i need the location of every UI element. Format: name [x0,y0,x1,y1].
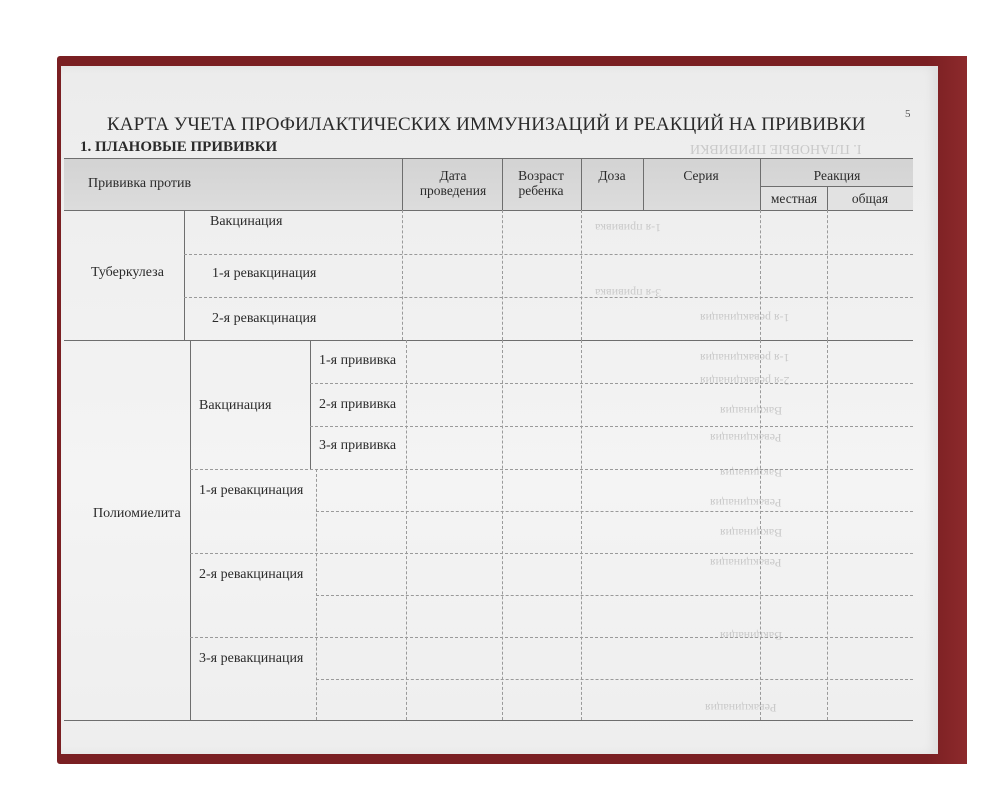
bleed-through-6: Вакцинация [720,404,783,418]
bleed-through-5: 2-я ревакцинация [700,374,790,388]
header-vaccine-against: Прививка против [88,176,192,191]
bleed-through-9: Ревакцинация [710,496,782,510]
header-date: Дата проведения [419,168,487,198]
bleed-through-10: Вакцинация [720,526,783,540]
polio-vaccination: Вакцинация [199,398,272,413]
bleed-through-8: Вакцинация [720,466,783,480]
polio-revaccination-2: 2-я ревакцинация [199,567,304,582]
tb-row-revaccination-2: 2-я ревакцинация [212,311,317,326]
tuberculosis-label: Туберкулеза [91,265,164,280]
bleed-through-2: 3-я прививка [595,286,662,300]
header-local: местная [770,191,818,206]
bleed-through-4: 1-я ревакцинация [700,351,790,365]
bleed-through-3: 1-я ревакцинация [700,311,790,325]
bleed-through-12: Вакцинация [720,629,783,643]
polio-dose-3: 3-я прививка [319,438,397,453]
section-title: 1. ПЛАНОВЫЕ ПРИВИВКИ [80,139,278,155]
polio-revaccination-3: 3-я ревакцинация [199,651,304,666]
page-number: 5 [905,108,911,120]
header-reaction: Реакция [813,168,861,183]
polio-dose-2: 2-я прививка [319,397,397,412]
bleed-through-13: Ревакцинация [705,701,777,715]
tb-row-vaccination: Вакцинация [210,214,283,229]
polio-label: Полиомиелита [93,506,181,521]
bleed-through-heading: I. ПЛАНОВЫЕ ПРИВИВКИ [690,141,862,156]
polio-revaccination-1: 1-я ревакцинация [199,483,304,498]
bleed-through-1: 1-я прививка [595,221,662,235]
header-age: Возраст ребенка [518,168,564,198]
header-general: общая [851,191,889,206]
polio-dose-1: 1-я прививка [319,353,397,368]
bleed-through-7: Ревакцинация [710,431,782,445]
header-series: Серия [683,168,719,183]
bleed-through-11: Ревакцинация [710,556,782,570]
tb-row-revaccination-1: 1-я ревакцинация [212,266,317,281]
page-title: КАРТА УЧЕТА ПРОФИЛАКТИЧЕСКИХ ИММУНИЗАЦИЙ И РЕАКЦИЙ НА ПРИВИВКИ [107,114,866,135]
header-dose: Доза [598,168,626,183]
